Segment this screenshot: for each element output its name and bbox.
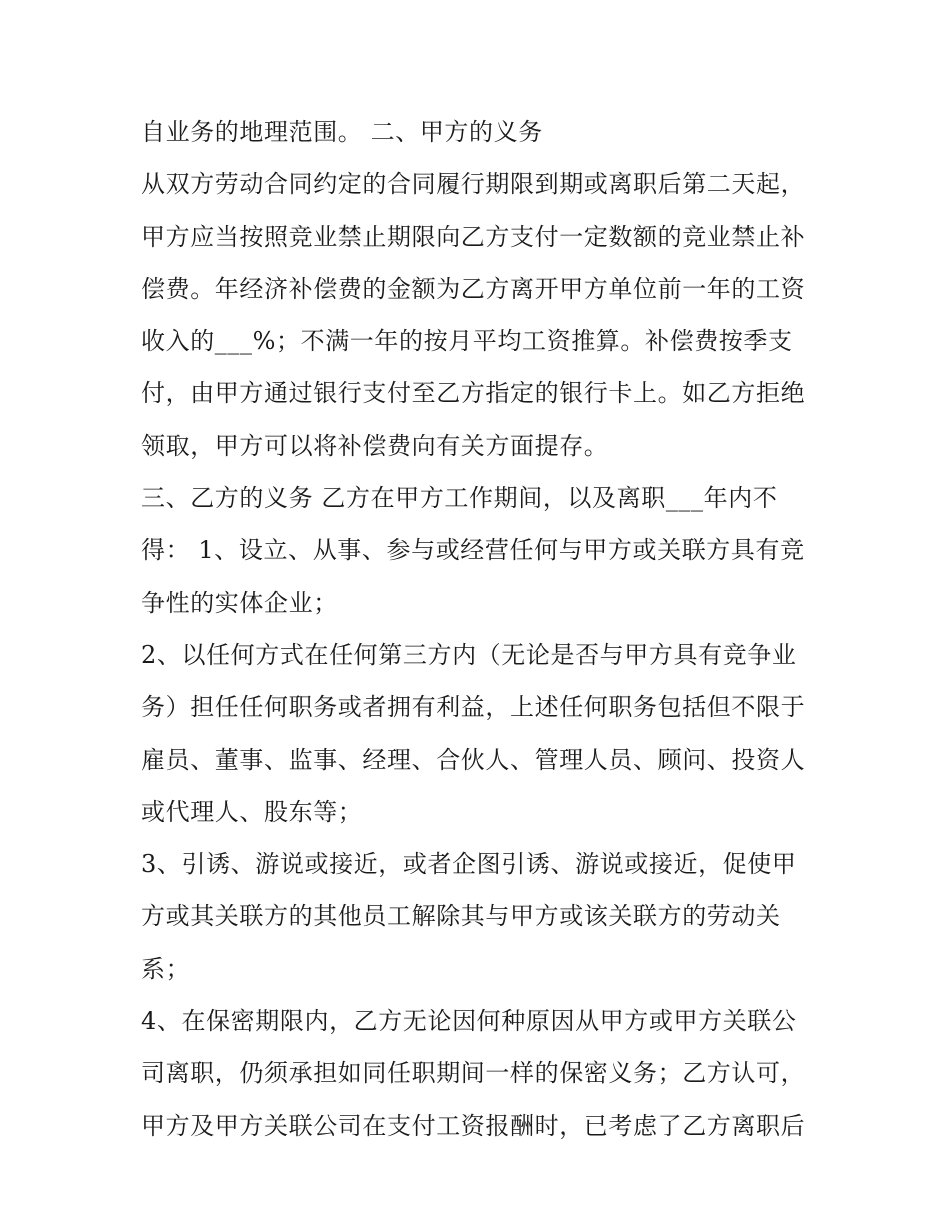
- document-body: [141, 106, 821, 1152]
- text-line: 司离职，仍须承担如同任职期间一样的保密义务；乙方认可，: [141, 1059, 806, 1088]
- text-line: 甲方应当按照竞业禁止期限向乙方支付一定数额的竞业禁止补: [141, 222, 806, 251]
- text-line: 务）担任任何职务或者拥有利益，上述任何职务包括但不限于: [141, 693, 806, 722]
- text-line: 雇员、董事、监事、经理、合伙人、管理人员、顾问、投资人: [141, 745, 806, 774]
- text-line: 2、以任何方式在任何第三方内（无论是否与甲方具有竞争业: [141, 640, 797, 669]
- text-line: 3、引诱、游说或接近，或者企图引诱、游说或接近，促使甲: [141, 850, 797, 879]
- text-line: 争性的实体企业；: [141, 588, 338, 617]
- text-line: 4、在保密期限内，乙方无论因何种原因从甲方或甲方关联公: [141, 1007, 797, 1036]
- text-line: 或代理人、股东等；: [141, 797, 363, 826]
- text-line: 自业务的地理范围。 二、甲方的义务: [141, 118, 543, 146]
- text-line: 从双方劳动合同约定的合同履行期限到期或离职后第二天起，: [141, 170, 806, 199]
- text-line: 得： 1、设立、从事、参与或经营任何与甲方或关联方具有竞: [141, 536, 805, 565]
- text-line: 付，由甲方通过银行支付至乙方指定的银行卡上。如乙方拒绝: [141, 379, 806, 408]
- text-line: 三、乙方的义务 乙方在甲方工作期间，以及离职___年内不: [141, 484, 778, 513]
- text-line: 系；: [141, 954, 191, 983]
- text-line: 偿费。年经济补偿费的金额为乙方离开甲方单位前一年的工资: [141, 274, 806, 303]
- text-line: 收入的___%；不满一年的按月平均工资推算。补偿费按季支: [141, 327, 793, 356]
- text-line: 甲方及甲方关联公司在支付工资报酬时，已考虑了乙方离职后: [141, 1111, 806, 1140]
- text-line: 方或其关联方的其他员工解除其与甲方或该关联方的劳动关: [141, 902, 781, 931]
- text-line: 领取，甲方可以将补偿费向有关方面提存。: [141, 431, 609, 460]
